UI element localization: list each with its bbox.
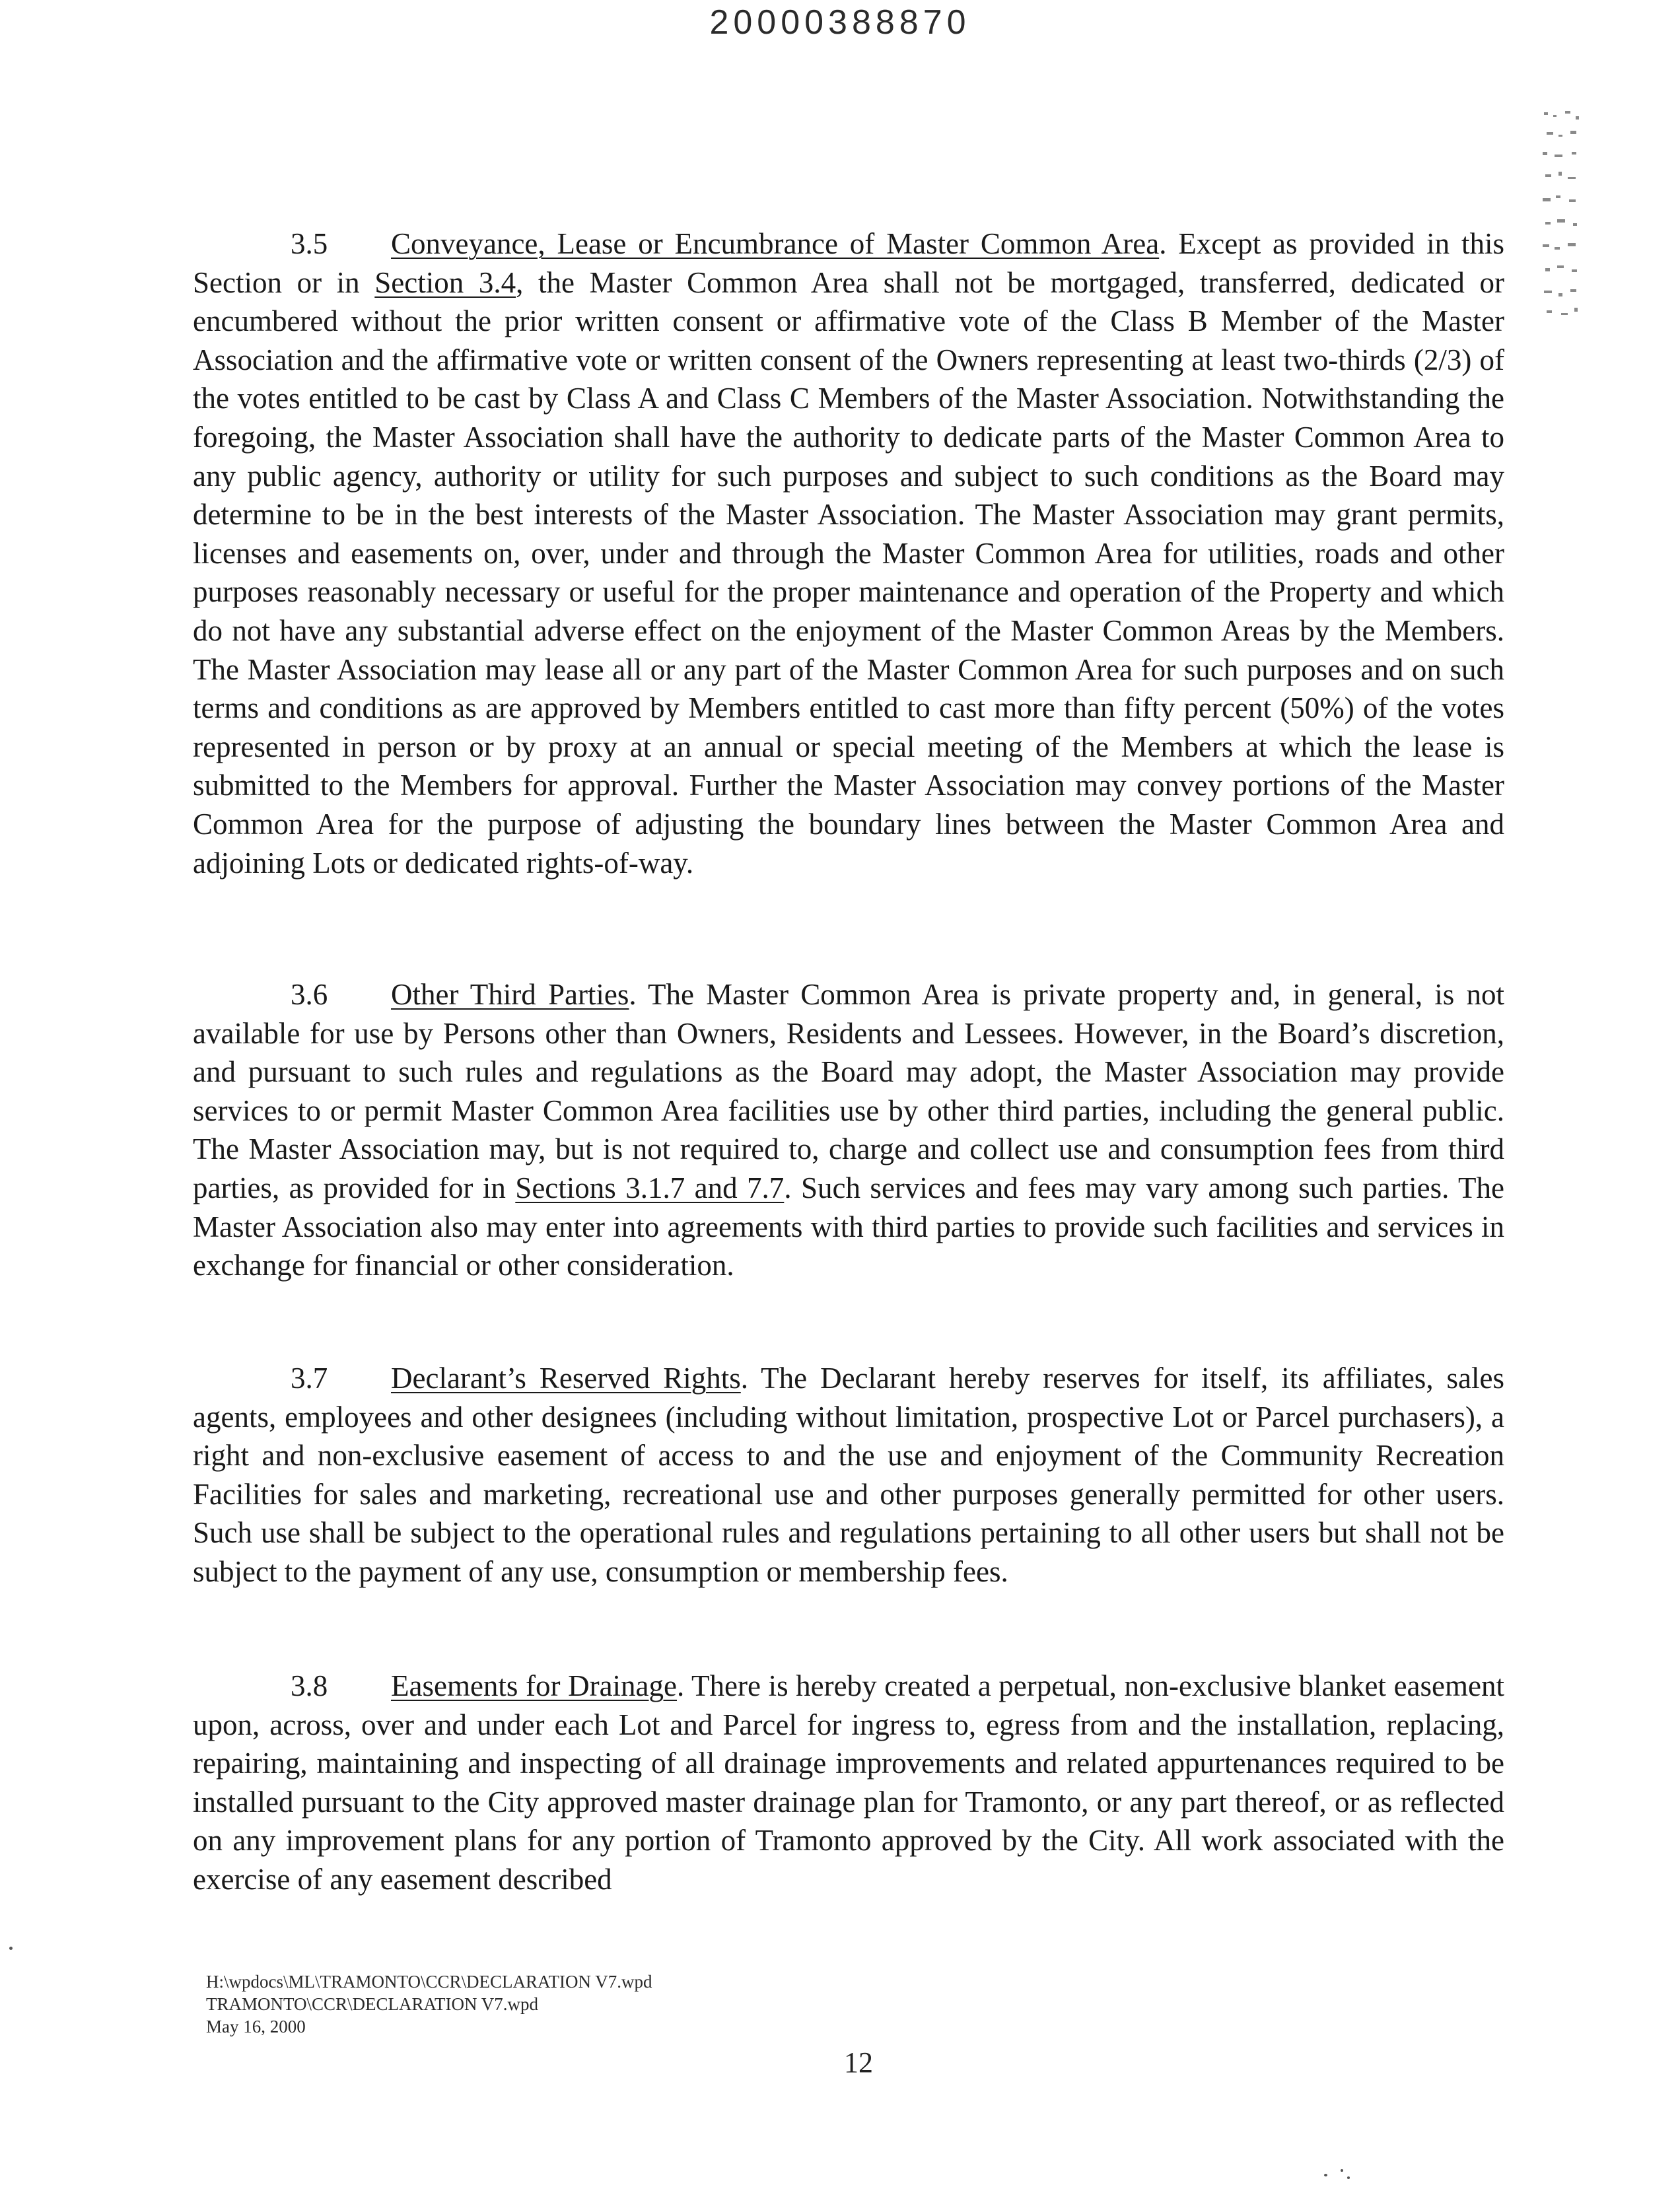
footer-path-line: H:\wpdocs\ML\TRAMONTO\CCR\DECLARATION V7.wpd xyxy=(206,1972,652,1992)
scan-speck xyxy=(9,1947,13,1950)
section-text: . Except as provided in this Section or in xyxy=(193,227,1505,299)
scan-speck xyxy=(1341,2169,1343,2172)
section-3-7 xyxy=(193,1359,1504,1591)
section-number: 3.7 xyxy=(291,1362,328,1395)
section-number: 3.6 xyxy=(291,978,328,1011)
section-3-5 xyxy=(193,225,1504,882)
footer-date: May 16, 2000 xyxy=(206,2017,306,2036)
section-title: Other Third Parties xyxy=(391,978,629,1011)
section-title: Conveyance, Lease or Encumbrance of Master Common Area xyxy=(391,227,1160,260)
section-reference: Section 3.4 xyxy=(374,265,516,299)
page-number: 12 xyxy=(844,2046,873,2079)
footer-path-line: TRAMONTO\CCR\DECLARATION V7.wpd xyxy=(206,1994,539,2014)
document-number: 20000388870 xyxy=(709,3,971,42)
section-number: 3.8 xyxy=(291,1669,328,1702)
scan-speck xyxy=(1347,2176,1350,2179)
section-reference: Sections 3.1.7 and 7.7 xyxy=(515,1171,785,1204)
section-text: . Such services and fees may vary among such parties. The Master Association also may enter into agreements with third parties to provide such facilities and services in exchange for financial or other consideration. xyxy=(193,1171,1504,1282)
section-title: Easements for Drainage xyxy=(391,1669,678,1702)
recording-stamp-icon xyxy=(1539,106,1585,324)
footer-file-info xyxy=(206,1970,652,2038)
section-3-6 xyxy=(193,975,1504,1285)
section-text: . The Declarant hereby reserves for itself, its affiliates, sales agents, employees and other designees (including without limitation, prospective Lot or Parcel purchasers), a right and non-exclusive easement of access to and the use and enjoyment of the Community Recreation Facilities for sales and marketing, recreational use and other purposes generally permitted for other users. Such use shall be subject to the operational rules and regulations pertaining to all other users but shall not be subject to the payment of any use, consumption or membership fees. xyxy=(193,1362,1504,1588)
section-text: . There is hereby created a perpetual, non-exclusive blanket easement upon, across, over and under each Lot and Parcel for ingress to, egress from and the installation, replacing, repairing, maintaining and inspecting of all drainage improvements and related appurtenances required to be installed pursuant to the City approved master drainage plan for Tramonto, or any part thereof, or as reflected on any improvement plans for any portion of Tramonto approved by the City. All work associated with the exercise of any easement described xyxy=(193,1669,1504,1896)
section-text: . The Master Common Area is private property and, in general, is not available for use by Persons other than Owners, Residents and Lessees. However, in the Board’s discretion, and pursuant to such rules and regulations as the Board may adopt, the Master Association may provide services to or permit Master Common Area facilities use by other third parties, including the general public. The Master Association may, but is not required to, charge and collect use and consumption fees from third parties, as provided for in xyxy=(193,978,1504,1204)
scan-speck xyxy=(1324,2174,1327,2176)
section-number: 3.5 xyxy=(291,227,328,260)
section-title: Declarant’s Reserved Rights xyxy=(391,1362,741,1395)
section-text: , the Master Common Area shall not be mortgaged, transferred, dedicated or encumbered without the prior written consent or affirmative vote of the Class B Member of the Master Association and the affirmative vote or written consent of the Owners representing at least two-thirds (2/3) of the votes entitled to be cast by Class A and Class C Members of the Master Association. Notwithstanding the foregoing, the Master Association shall have the authority to dedicate parts of the Master Common Area to any public agency, authority or utility for such purposes and subject to such conditions as the Board may determine to be in the best interests of the Master Association. The Master Association may grant permits, licenses and easements on, over, under and through the Master Common Area for utilities, roads and other purposes reasonably necessary or useful for the proper maintenance and operation of the Property and which do not have any substantial adverse effect on the enjoyment of the Master Common Areas by the Members. The Master Association may lease all or any part of the Master Common Area for such purposes and on such terms and conditions as are approved by Members entitled to cast more than fifty percent (50%) of the votes represented in person or by proxy at an annual or special meeting of the Members at which the lease is submitted to the Members for approval. Further the Master Association may convey portions of the Master Common Area for the purpose of adjusting the boundary lines between the Master Common Area and adjoining Lots or dedicated rights-of-way. xyxy=(193,265,1504,880)
section-3-8 xyxy=(193,1667,1504,1899)
